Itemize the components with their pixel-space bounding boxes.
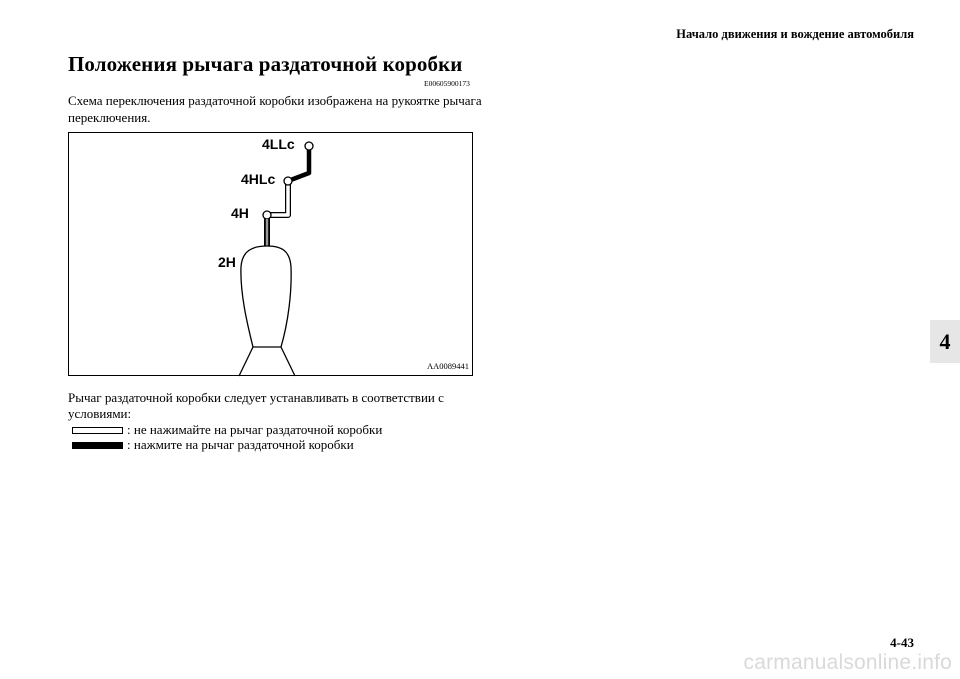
position-label-2h: 2H [218,254,236,270]
position-label-4hlc: 4HLc [241,171,276,187]
position-4h-marker [263,211,271,219]
header-title: Начало движения и вождение автомобиля [676,27,914,41]
chapter-tab: 4 [930,320,960,363]
shift-pattern-figure [68,132,473,376]
legend-swatch-thin [72,427,123,434]
intro-paragraph: Схема переключения раздаточной коробки изображена на рукоятке рычага переключения. [68,93,482,125]
legend-row-thin [72,423,382,437]
legend-text-thick: : нажмите на рычаг раздаточной коробки [127,437,354,452]
section-code: E00605900173 [424,79,470,88]
position-label-4llc: 4LLc [262,136,295,152]
legend-swatch-thick [72,442,123,449]
watermark: carmanualsonline.info [743,651,952,674]
position-4hlc-marker [284,177,292,185]
condition-paragraph: Рычаг раздаточной коробки следует устанавливать в соответствии с условиями: [68,390,444,421]
legend-text-thin: : не нажимайте на рычаг раздаточной коробки [127,422,383,437]
position-4llc-marker [305,142,313,150]
legend-row-thick [72,438,354,452]
boot-line-right [281,347,295,376]
lever-knob [241,246,291,347]
boot-line-left [239,347,253,376]
section-title: Положения рычага раздаточной коробки [68,52,463,76]
figure-code: AA0089441 [426,361,469,371]
shift-lever-drawing [69,133,474,377]
position-label-4h: 4H [231,205,249,221]
page-number: 4-43 [890,635,914,650]
